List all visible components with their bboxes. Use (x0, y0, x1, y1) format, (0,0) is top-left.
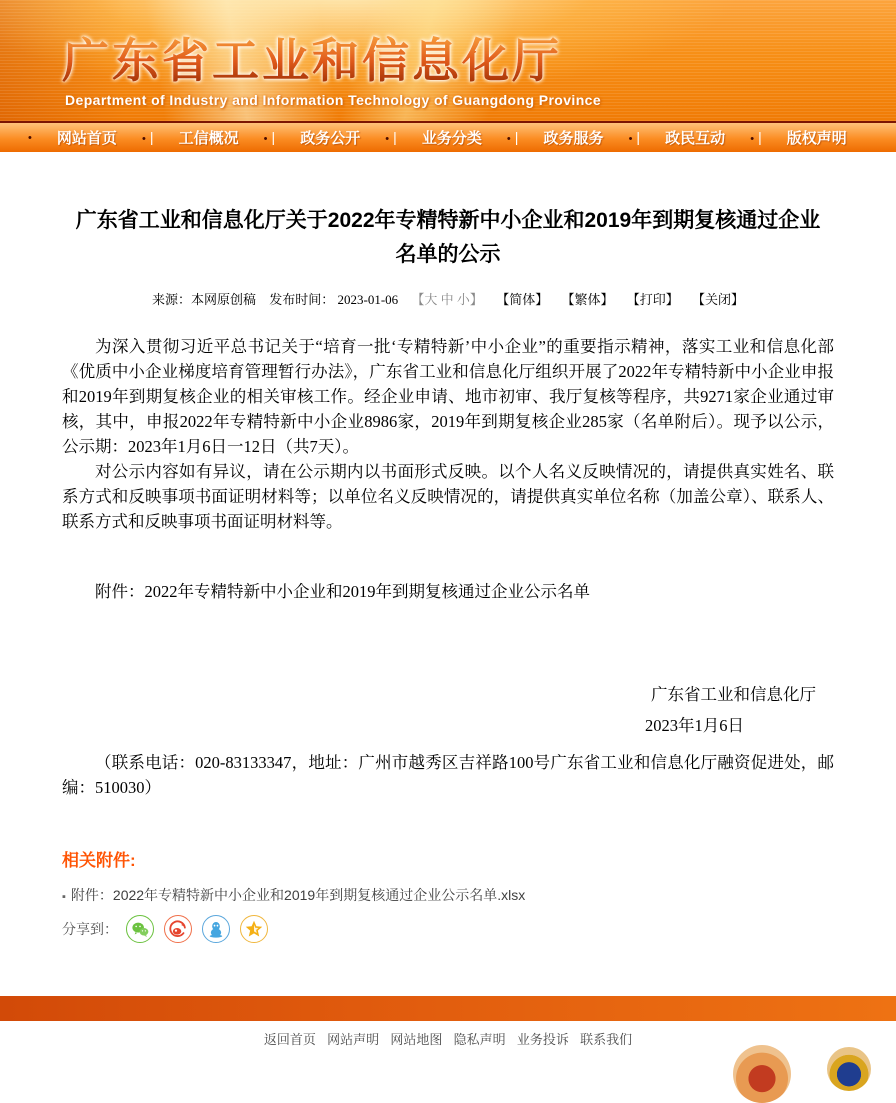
nav-item-copyright[interactable]: 版权声明 (786, 130, 847, 147)
weibo-icon (167, 918, 189, 940)
article-title: 广东省工业和信息化厅关于2022年专精特新中小企业和2019年到期复核通过企业名单的公示 (75, 209, 821, 266)
list-bullet: ▪ (62, 891, 66, 903)
nav-item-home[interactable]: 网站首页 (56, 130, 117, 147)
nav-separator: | (393, 128, 397, 145)
article-content (0, 204, 896, 996)
attachment-download-link[interactable] (62, 885, 834, 905)
footer (0, 1021, 896, 1053)
nav-group (34, 127, 870, 148)
nav-separator: | (271, 128, 276, 145)
footer-link-privacy[interactable]: 隐私声明 (453, 1032, 506, 1047)
traditional-tool[interactable]: 【繁体】 (561, 292, 614, 307)
gov-badge-icon[interactable] (733, 1045, 791, 1103)
nav-bullet: • (506, 132, 511, 145)
share-qzone-button[interactable] (240, 915, 268, 943)
paragraph-1: 为深入贯彻习近平总书记关于“培育一批‘专精特新’中小企业”的重要指示精神，落实工业和信息化部《优质中小企业梯度培育管理暂行办法》，广东省工业和信息化厅组织开展了2022年专精特新中小企业申报和2019年到期复核企业的相关审核工作。经企业申请、地市初审、我厅复核等程序，共9271家企业通过审核，其中，申报2022年专精特新中小企业8986家，2019年到期复核企业285家（名单附后）。现予以公示，公示期：2023年1月6日一12日（共7天）。 (62, 337, 834, 456)
nav-bullet: • (263, 132, 268, 145)
article-source: 来源：本网原创稿 (151, 292, 256, 307)
nav-item-interaction[interactable]: 政民互动 (665, 130, 726, 147)
paragraph-2: 对公示内容如有异议，请在公示期内以书面形式反映。以个人名义反映情况的，请提供真实姓名、联系方式和反映事项书面证明材料等；以单位名义反映情况的，请提供真实单位名称（加盖公章）、联系人、联系方式和反映事项书面证明材料等。 (62, 462, 834, 531)
footer-link-sitemap[interactable]: 网站地图 (390, 1032, 443, 1047)
nav-separator: | (758, 128, 762, 145)
footer-link-complaint[interactable]: 业务投诉 (516, 1032, 569, 1047)
footer-link-home[interactable]: 返回首页 (263, 1032, 316, 1047)
article-meta (62, 289, 834, 308)
qzone-star-icon (243, 918, 265, 940)
contact-info: （联系电话：020-83133347，地址：广州市越秀区吉祥路100号广东省工业和信息化厅融资促进处，邮编：510030） (62, 753, 834, 797)
signature-org: 广东省工业和信息化厅 (651, 685, 816, 704)
nav-bullet: • (142, 132, 146, 145)
nav-separator: | (636, 128, 641, 145)
simplified-tool[interactable]: 【简体】 (496, 292, 549, 307)
share-row (62, 915, 834, 943)
nav-item-business[interactable]: 业务分类 (421, 130, 482, 147)
footer-links (0, 1021, 896, 1048)
close-tool[interactable]: 【关闭】 (691, 292, 744, 307)
font-size-tool[interactable]: 【大 中 小】 (411, 292, 483, 307)
article-publish-time: 发布时间： 2023-01-06 (269, 292, 399, 307)
nav-bullet: • (385, 132, 390, 145)
footer-accent-bar (0, 996, 896, 1021)
site-title: 广东省工业和信息化厅 (62, 24, 562, 91)
nav-item-gov-open[interactable]: 政务公开 (300, 130, 361, 147)
qq-icon (205, 918, 227, 940)
share-label: 分享到： (62, 921, 118, 937)
share-weibo-button[interactable] (164, 915, 192, 943)
site-subtitle: Department of Industry and Information Technology of Guangdong Province (65, 92, 602, 108)
attachment-line: 附件：2022年专精特新中小企业和2019年到期复核通过企业公示名单 (95, 582, 590, 601)
nav-separator: | (514, 128, 519, 145)
nav-bullet: • (750, 132, 755, 145)
share-wechat-button[interactable] (126, 915, 154, 943)
related-attachments-heading: 相关附件: (62, 851, 136, 870)
footer-link-statement[interactable]: 网站声明 (327, 1032, 380, 1047)
attachment-file-name: 附件：2022年专精特新中小企业和2019年到期复核通过企业公示名单.xlsx (70, 887, 526, 903)
nav-bullet: • (628, 132, 633, 145)
nav-item-services[interactable]: 政务服务 (543, 130, 604, 147)
footer-link-contact[interactable]: 联系我们 (580, 1032, 633, 1047)
main-nav (0, 121, 896, 152)
nav-bullet: • (28, 131, 32, 144)
print-tool[interactable]: 【打印】 (626, 292, 679, 307)
gov-emblem-icon[interactable] (827, 1047, 871, 1091)
nav-item-overview[interactable]: 工信概况 (178, 130, 239, 147)
signature-date: 2023年1月6日 (645, 716, 744, 735)
wechat-icon (129, 918, 151, 940)
site-banner (0, 0, 896, 121)
share-qq-button[interactable] (202, 915, 230, 943)
nav-separator: | (149, 128, 154, 145)
